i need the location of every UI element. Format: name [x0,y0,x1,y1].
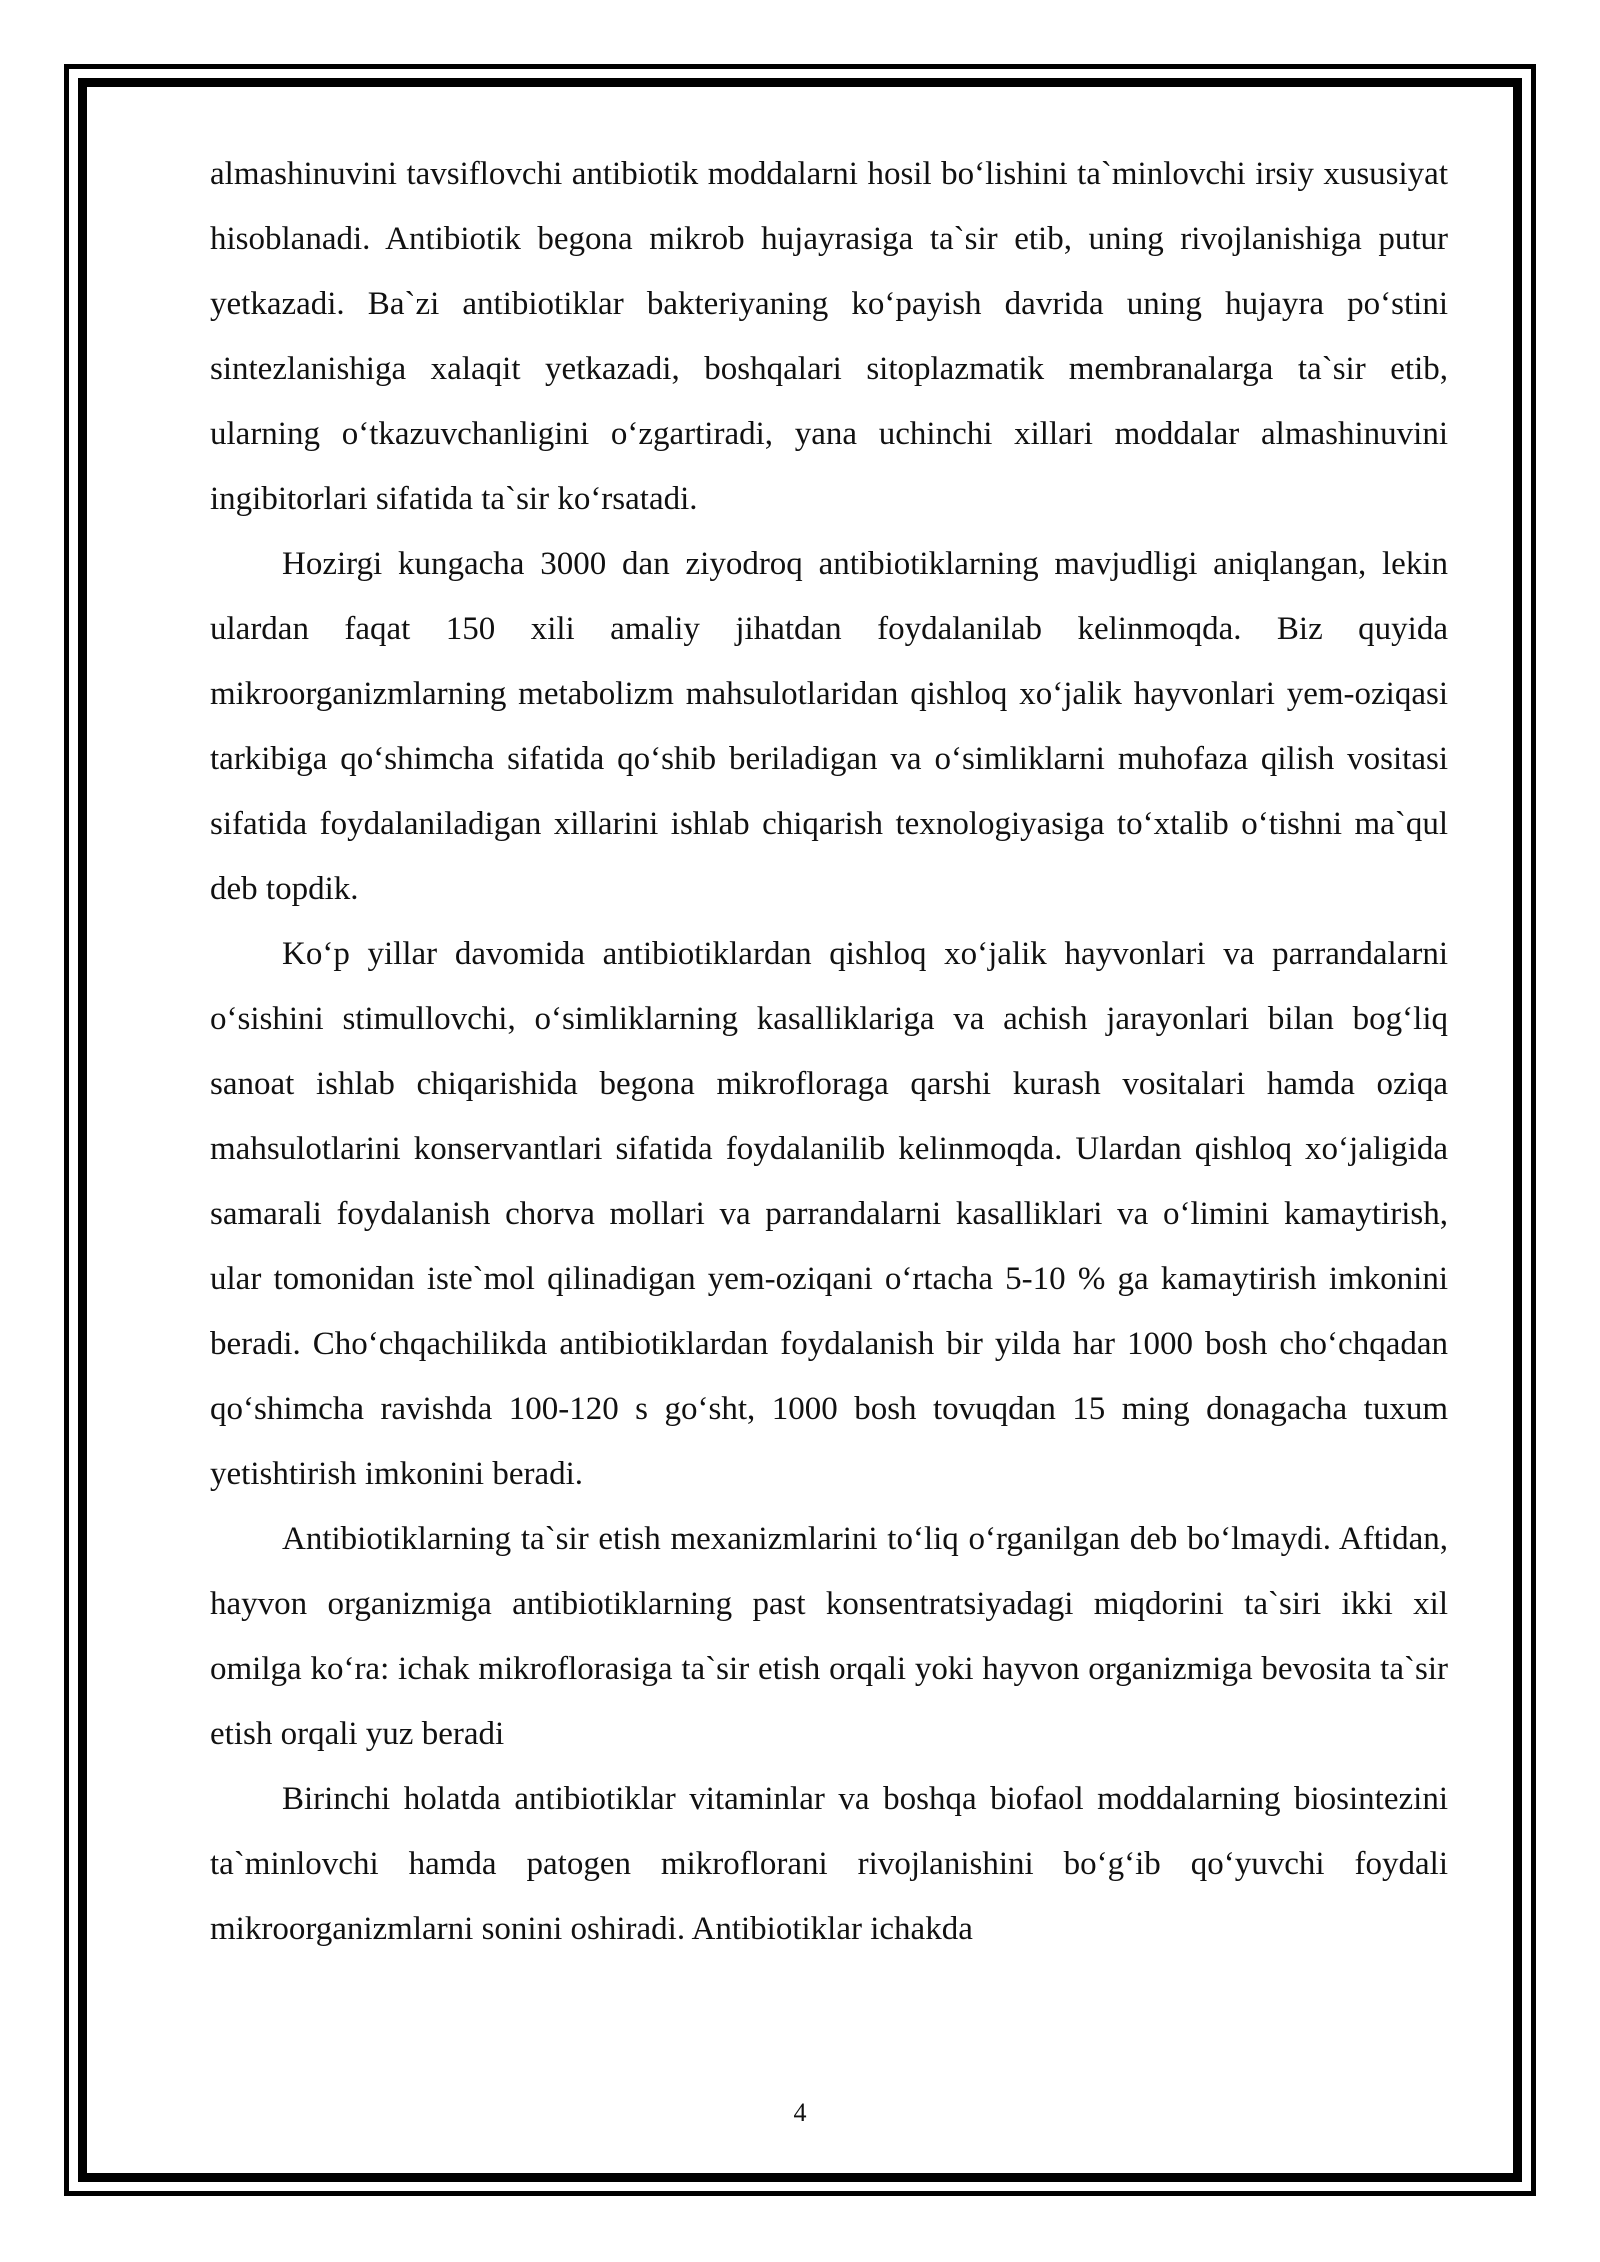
paragraph-continuation: almashinuvini tavsiflovchi antibiotik moddalarni hosil bo‘lishini ta`minlovchi irsiy xususiyat hisoblanadi. Antibiotik begona mikrob hujayrasiga ta`sir etib, uning rivojlanishiga putur yetkazadi. Ba`zi antibiotiklar bakteriyaning ko‘payish davrida uning hujayra po‘stini sintezlanishiga xalaqit yetkazadi, boshqalari sitoplazmatik membranalarga ta`sir etib, ularning o‘tkazuvchanligini o‘zgartiradi, yana uchinchi xillari moddalar almashinuvini ingibitorlari sifatida ta`sir ko‘rsatadi. [210,156,1448,517]
paragraph: Birinchi holatda antibiotiklar vitaminlar va boshqa biofaol moddalarning biosintezini ta`minlovchi hamda patogen mikroflorani rivojlanishini bo‘g‘ib qo‘yuvchi foydali mikroorganizmlarni sonini oshiradi. Antibiotiklar ichakda [210,1781,1448,1947]
page-number: 4 [793,2098,807,2127]
document-body [210,142,1448,1962]
paragraph: Hozirgi kungacha 3000 dan ziyodroq antibiotiklarning mavjudligi aniqlangan, lekin ulardan faqat 150 xili amaliy jihatdan foydalanilab kelinmoqda. Biz quyida mikroorganizmlarning metabolizm mahsulotlaridan qishloq xo‘jalik hayvonlari yem-oziqasi tarkibiga qo‘shimcha sifatida qo‘shib beriladigan va o‘simliklarni muhofaza qilish vositasi sifatida foydalaniladigan xillarini ishlab chiqarish texnologiyasiga to‘xtalib o‘tishni ma`qul deb topdik. [210,546,1448,907]
paragraph: Ko‘p yillar davomida antibiotiklardan qishloq xo‘jalik hayvonlari va parrandalarni o‘sishini stimullovchi, o‘simliklarning kasalliklariga va achish jarayonlari bilan bog‘liq sanoat ishlab chiqarishida begona mikrofloraga qarshi kurash vositalari hamda oziqa mahsulotlarini konservantlari sifatida foydalanilib kelinmoqda. Ulardan qishloq xo‘jaligida samarali foydalanish chorva mollari va parrandalarni kasalliklari va o‘limini kamaytirish, ular tomonidan iste`mol qilinadigan yem-oziqani o‘rtacha 5-10 % ga kamaytirish imkonini beradi. Cho‘chqachilikda antibiotiklardan foydalanish bir yilda har 1000 bosh cho‘chqadan qo‘shimcha ravishda 100-120 s go‘sht, 1000 bosh tovuqdan 15 ming donagacha tuxum yetishtirish imkonini beradi. [210,936,1448,1492]
paragraph: Antibiotiklarning ta`sir etish mexanizmlarini to‘liq o‘rganilgan deb bo‘lmaydi. Aftidan, hayvon organizmiga antibiotiklarning past konsentratsiyadagi miqdorini ta`siri ikki xil omilga ko‘ra: ichak mikroflorasiga ta`sir etish orqali yoki hayvon organizmiga bevosita ta`sir etish orqali yuz beradi [210,1521,1448,1752]
